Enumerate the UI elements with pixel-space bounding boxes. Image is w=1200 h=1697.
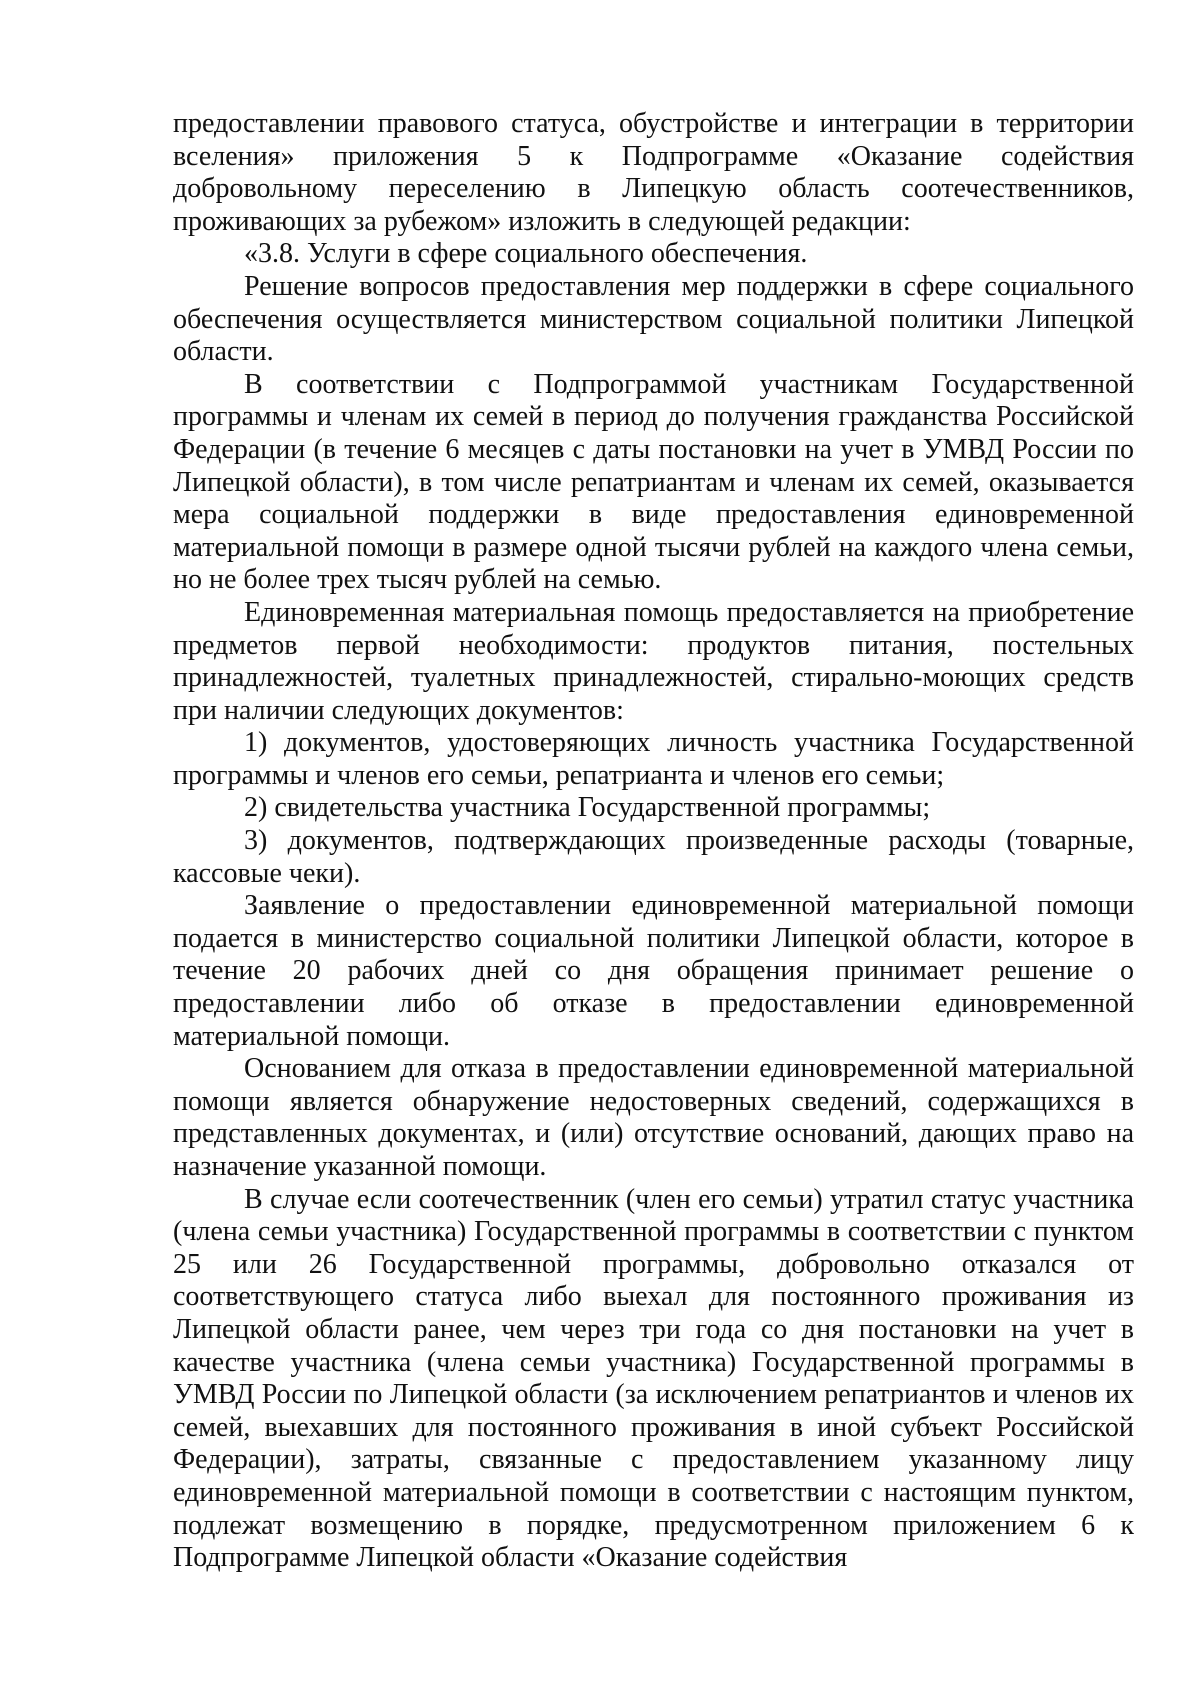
- paragraph-section-title: «3.8. Услуги в сфере социального обеспечения.: [244, 238, 808, 270]
- list-item: 1) документов, удостоверяющих личность участника Государственной программы и членов его семьи, репатрианта и членов его семьи;: [173, 727, 1134, 791]
- paragraph: Решение вопросов предоставления мер поддержки в сфере социального обеспечения осуществляется министерством социальной политики Липецкой области.: [173, 270, 1134, 368]
- document-body: [173, 108, 1134, 1575]
- paragraph: Единовременная материальная помощь предоставляется на приобретение предметов первой необходимости: продуктов питания, постельных принадлежностей, туалетных принадлежностей, стирально-моющих средств при наличии следующих документов:: [173, 596, 1134, 726]
- paragraph: В случае если соотечественник (член его семьи) утратил статус участника (члена семьи участника) Государственной программы в соответствии с пунктом 25 или 26 Государственной программы, добровольно отказался от соответствующего статуса либо выехал для постоянного проживания из Липецкой области ранее, чем через три года со дня постановки на учет в качестве участника (члена семьи участника) Государственной программы в УМВД России по Липецкой области (за исключением репатриантов и членов их семей, выехавших для постоянного проживания в иной субъект Российской Федерации), затраты, связанные с предоставлением указанному лицу единовременной материальной помощи в соответствии с настоящим пунктом, подлежат возмещению в порядке, предусмотренном приложением 6 к Подпрограмме Липецкой области «Оказание содействия: [173, 1183, 1134, 1574]
- paragraph-continuation: предоставлении правового статуса, обустройстве и интеграции в территории вселения» приложения 5 к Подпрограмме «Оказание содействия добровольному переселению в Липецкую область соотечественников, проживающих за рубежом» изложить в следующей редакции:: [173, 108, 1134, 237]
- paragraph: Основанием для отказа в предоставлении единовременной материальной помощи является обнаружение недостоверных сведений, содержащихся в представленных документах, и (или) отсутствие оснований, дающих право на назначение указанной помощи.: [173, 1053, 1134, 1182]
- paragraph: Заявление о предоставлении единовременной материальной помощи подается в министерство социальной политики Липецкой области, которое в течение 20 рабочих дней со дня обращения принимает решение о предоставлении либо об отказе в предоставлении единовременной материальной помощи.: [173, 890, 1134, 1052]
- paragraph: В соответствии с Подпрограммой участникам Государственной программы и членам их семей в период до получения гражданства Российской Федерации (в течение 6 месяцев с даты постановки на учет в УМВД России по Липецкой области), в том числе репатриантам и членам их семей, оказывается мера социальной поддержки в виде предоставления единовременной материальной помощи в размере одной тысячи рублей на каждого члена семьи, но не более трех тысяч рублей на семью.: [173, 368, 1134, 596]
- list-item: 2) свидетельства участника Государственной программы;: [244, 792, 931, 824]
- list-item: 3) документов, подтверждающих произведенные расходы (товарные, кассовые чеки).: [173, 825, 1134, 889]
